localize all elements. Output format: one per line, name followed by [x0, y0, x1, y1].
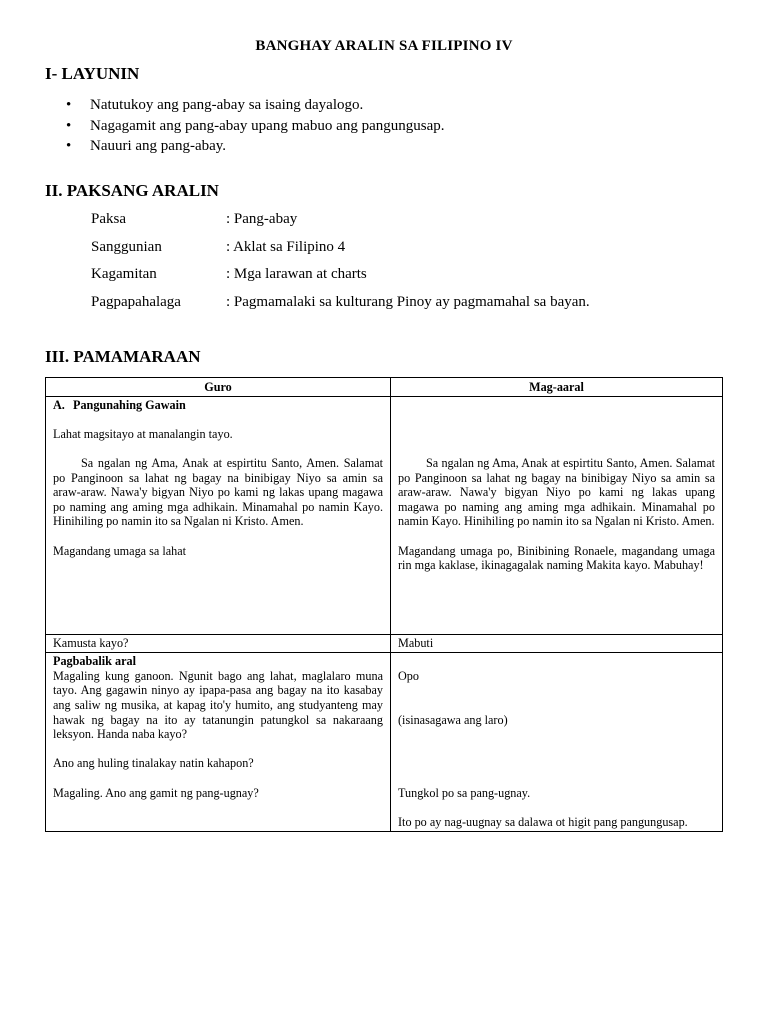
- student-line: Magandang umaga po, Binibining Ronaele, magandang umaga rin mga kaklase, ikinagagalak naming Makita kayo. Mabuhay!: [398, 543, 715, 573]
- topic-value: : Pang-abay: [226, 211, 298, 227]
- teacher-line: Ano ang huling tinalakay natin kahapon?: [53, 756, 254, 771]
- teacher-line: Lahat magsitayo at manalangin tayo.: [53, 426, 233, 441]
- teacher-line: Magaling. Ano ang gamit ng pang-ugnay?: [53, 785, 259, 800]
- column-header-mag-aaral: Mag-aaral: [391, 378, 723, 397]
- table-row: [46, 634, 723, 653]
- student-cell: [391, 396, 723, 634]
- student-cell: [391, 653, 723, 832]
- teacher-line: Magandang umaga sa lahat: [53, 543, 186, 558]
- table-row: [46, 396, 723, 634]
- teacher-prayer: Sa ngalan ng Ama, Anak at espirtitu Santo, Amen. Salamat po Panginoon sa lahat ng bagay na binibigay Niyo sa amin sa araw-araw. Nawa'y bigyan Niyo po kami ng lakas upang magawa po naming ang aming mga adhikain. Minamahal po namin Kayo. Hinihiling po namin ito sa Ngalan ni Kristo. Amen.: [53, 455, 383, 529]
- lesson-procedure-table: [45, 377, 723, 832]
- topic-value: : Aklat sa Filipino 4: [226, 239, 346, 255]
- column-header-guro: Guro: [46, 378, 391, 397]
- student-line: Tungkol po sa pang-ugnay.: [398, 785, 531, 800]
- topic-label: Sanggunian: [91, 239, 162, 255]
- student-line: Ito po ay nag-uugnay sa dalawa ot higit pang pangungusap.: [398, 814, 688, 829]
- student-prayer: Sa ngalan ng Ama, Anak at espirtitu Santo, Amen. Salamat po Panginoon sa lahat ng bagay na binibigay Niyo sa amin sa araw-araw. Nawa'y bigyan Niyo po kami ng lakas upang magawa po naming ang aming mga adhikain. Minamahal po namin Kayo. Hinihiling po namin ito sa Ngalan ni Kristo. Amen.: [398, 455, 715, 529]
- section-heading-paksang-aralin: II. PAKSANG ARALIN: [45, 181, 219, 200]
- teacher-line: Magaling kung ganoon. Ngunit bago ang lahat, maglalaro muna tayo. Ang gagawin ninyo ay ipapa-pasa ang bagay na ito kasabay ang saliw ng musika, at kapag ito'y humito, ang studyanteng may hawak ng bagay na ito ay tatanungin patungkol sa nakaraang leksyon. Handa naba kayo?: [53, 668, 383, 742]
- objectives-list: [66, 95, 444, 157]
- student-line: Opo: [398, 668, 419, 683]
- teacher-cell: [46, 396, 391, 634]
- table-header-row: [46, 378, 723, 397]
- objective-item: • Nagagamit ang pang-abay upang mabuo ang pangungusap.: [66, 116, 444, 137]
- table-row: [46, 653, 723, 832]
- teacher-cell: [46, 653, 391, 832]
- page-title: BANGHAY ARALIN SA FILIPINO IV: [255, 38, 513, 54]
- row-heading: A. Pangunahing Gawain: [53, 397, 186, 412]
- objective-item: • Nauuri ang pang-abay.: [66, 136, 444, 157]
- row-heading: Pagbabalik aral: [53, 654, 136, 669]
- section-heading-layunin: I- LAYUNIN: [45, 64, 140, 83]
- topic-label: Pagpapahalaga: [91, 294, 181, 310]
- topic-label: Paksa: [91, 211, 126, 227]
- topic-label: Kagamitan: [91, 266, 157, 282]
- topic-value: : Pagmamalaki sa kulturang Pinoy ay pagmamahal sa bayan.: [226, 294, 590, 310]
- student-line: (isinasagawa ang laro): [398, 712, 508, 727]
- teacher-cell: Kamusta kayo?: [46, 634, 391, 653]
- section-heading-pamamaraan: III. PAMAMARAAN: [45, 347, 201, 366]
- objective-item: • Natutukoy ang pang-abay sa isaing dayalogo.: [66, 95, 444, 116]
- topic-value: : Mga larawan at charts: [226, 266, 367, 282]
- student-cell: Mabuti: [391, 634, 723, 653]
